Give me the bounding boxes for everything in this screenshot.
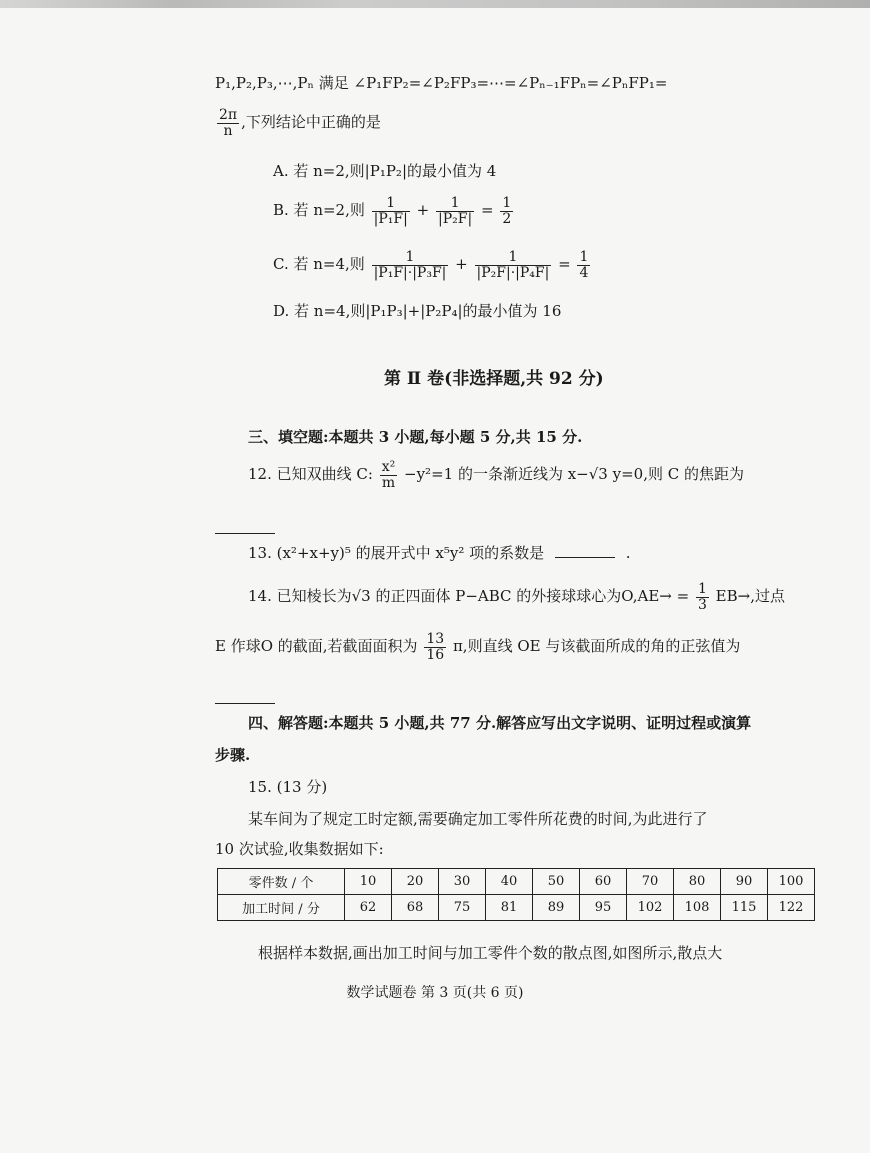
q14-frac2-den: 16	[426, 646, 445, 663]
q13-prefix: 13. (x²+x+y)⁵ 的展开式中 x⁵y² 项的系数是	[248, 544, 545, 562]
option-d	[273, 300, 561, 321]
part2-title-text: 第 Ⅱ 卷(非选择题,共 92 分)	[384, 369, 604, 389]
table-row	[218, 895, 815, 921]
intro-frac-num: 2π	[219, 107, 238, 123]
table-cell: 122	[768, 895, 815, 921]
intro-fraction	[217, 108, 239, 138]
q14-answer-blank	[215, 690, 281, 708]
option-b-prefix: B. 若 n=2,则	[273, 201, 365, 220]
table-cell: 108	[674, 895, 721, 921]
option-b-frac-3-den: 2	[502, 210, 512, 227]
option-b-plus: +	[416, 201, 430, 220]
part2-title	[384, 364, 604, 389]
table-cell: 68	[392, 895, 439, 921]
q12-frac-num: x²	[381, 459, 396, 475]
q15-line2-text: 10 次试验,收集数据如下:	[215, 840, 384, 858]
answer-blank	[215, 532, 275, 534]
q15-line-2	[215, 838, 384, 859]
option-a-text: A. 若 n=2,则|P₁P₂|的最小值为 4	[273, 162, 497, 180]
q15-after-table-text: 根据样本数据,画出加工时间与加工零件个数的散点图,如图所示,散点大	[258, 944, 723, 962]
option-b-eq: =	[480, 201, 494, 220]
table-cell: 75	[439, 895, 486, 921]
answer-blank	[215, 702, 275, 704]
q14-frac-den: 3	[697, 596, 707, 613]
q15-after-table	[258, 942, 722, 963]
table-cell: 100	[768, 869, 815, 895]
option-b-frac-2	[436, 196, 474, 226]
table-cell: 10	[345, 869, 392, 895]
option-b	[273, 196, 515, 226]
table-row	[218, 869, 815, 895]
intro-line-1	[215, 72, 667, 93]
option-b-frac-1-den: |P₁F|	[373, 210, 408, 227]
q15-line1-text: 某车间为了规定工时定额,需要确定加工零件所花费的时间,为此进行了	[248, 810, 708, 828]
table-cell: 80	[674, 869, 721, 895]
section3-heading-text: 三、填空题:本题共 3 小题,每小题 5 分,共 15 分.	[248, 428, 583, 446]
table-cell: 102	[627, 895, 674, 921]
q12-prefix: 12. 已知双曲线 C:	[248, 465, 373, 484]
q14-prefix: 14. 已知棱长为√3 的正四面体 P−ABC 的外接球球心为O,AE→ =	[248, 587, 690, 606]
q14-frac2-num: 13	[426, 631, 445, 647]
q14-frac-num: 1	[697, 581, 707, 597]
section4-heading-line1	[248, 712, 751, 733]
q13	[248, 542, 631, 563]
table-cell: 115	[721, 895, 768, 921]
intro-line-2	[215, 108, 381, 138]
intro-frac-den: n	[223, 122, 233, 139]
option-c-frac-2	[475, 250, 552, 280]
q14-suffix: EB→,过点	[715, 587, 785, 606]
q15-label-text: 15. (13 分)	[248, 778, 328, 796]
option-c-frac-1-den: |P₁F|·|P₃F|	[373, 264, 447, 281]
section4-heading-text-2: 步骤.	[215, 746, 251, 764]
scan-edge	[0, 0, 870, 8]
option-c-eq: =	[558, 255, 571, 274]
section4-heading-text-1: 四、解答题:本题共 5 小题,共 77 分.解答应写出文字说明、证明过程或演算	[248, 714, 752, 732]
q14-fraction	[696, 582, 709, 612]
q14-line-2	[215, 632, 740, 662]
q12-suffix: −y²=1 的一条渐近线为 x−√3 y=0,则 C 的焦距为	[404, 465, 744, 484]
table-cell: 89	[533, 895, 580, 921]
option-c-frac-2-num: 1	[475, 250, 552, 266]
table-cell: 95	[580, 895, 627, 921]
q12-answer-blank	[215, 520, 281, 538]
option-b-frac-1-num: 1	[372, 196, 410, 212]
table-cell: 30	[439, 869, 486, 895]
option-d-text: D. 若 n=4,则|P₁P₃|+|P₂P₄|的最小值为 16	[273, 302, 562, 320]
q14-line2-prefix: E 作球O 的截面,若截面面积为	[215, 637, 418, 656]
q13-suffix: .	[625, 544, 631, 562]
option-b-frac-2-den: |P₂F|	[437, 210, 473, 227]
table-cell: 70	[627, 869, 674, 895]
q12-fraction	[380, 460, 398, 490]
section4-heading-line2	[215, 744, 250, 765]
q15-line-1	[248, 808, 708, 829]
table-cell: 60	[580, 869, 627, 895]
option-c-frac-1-num: 1	[372, 250, 449, 266]
page-footer-text: 数学试题卷 第 3 页(共 6 页)	[346, 985, 524, 1001]
table-cell: 81	[486, 895, 533, 921]
table-row-label: 加工时间 / 分	[218, 895, 345, 921]
option-c-frac-2-den: |P₂F|·|P₄F|	[476, 264, 550, 281]
intro-suffix: ,下列结论中正确的是	[241, 113, 381, 132]
option-c-frac-3-num: 1	[579, 249, 589, 265]
option-c-frac-1	[372, 250, 449, 280]
option-a	[273, 160, 496, 181]
option-c-frac-3-den: 4	[579, 264, 589, 281]
intro-text: P₁,P₂,P₃,⋯,Pₙ 满足 ∠P₁FP₂=∠P₂FP₃=⋯=∠Pₙ₋₁FPₙ=∠PₙFP₁=	[215, 74, 668, 92]
section3-heading	[248, 426, 582, 447]
page-footer	[0, 982, 870, 1002]
table-row-label: 零件数 / 个	[218, 869, 345, 895]
option-c-frac-3	[577, 250, 590, 280]
q15-label	[248, 776, 327, 797]
option-c-prefix: C. 若 n=4,则	[273, 255, 365, 274]
table-cell: 20	[392, 869, 439, 895]
q12-frac-den: m	[381, 474, 396, 491]
table-cell: 50	[533, 869, 580, 895]
option-c	[273, 250, 592, 280]
answer-blank	[555, 556, 615, 558]
q14-fraction-2	[424, 632, 446, 662]
option-b-frac-2-num: 1	[436, 196, 474, 212]
data-table	[217, 868, 815, 921]
table-cell: 40	[486, 869, 533, 895]
q14-line2-suffix: π,则直线 OE 与该截面所成的角的正弦值为	[452, 637, 741, 656]
table-cell: 62	[345, 895, 392, 921]
option-b-frac-1	[372, 196, 410, 226]
q14	[248, 582, 785, 612]
q12	[248, 460, 744, 490]
option-b-frac-3-num: 1	[502, 195, 512, 211]
option-b-frac-3	[500, 196, 513, 226]
table-cell: 90	[721, 869, 768, 895]
option-c-plus: +	[455, 255, 468, 274]
